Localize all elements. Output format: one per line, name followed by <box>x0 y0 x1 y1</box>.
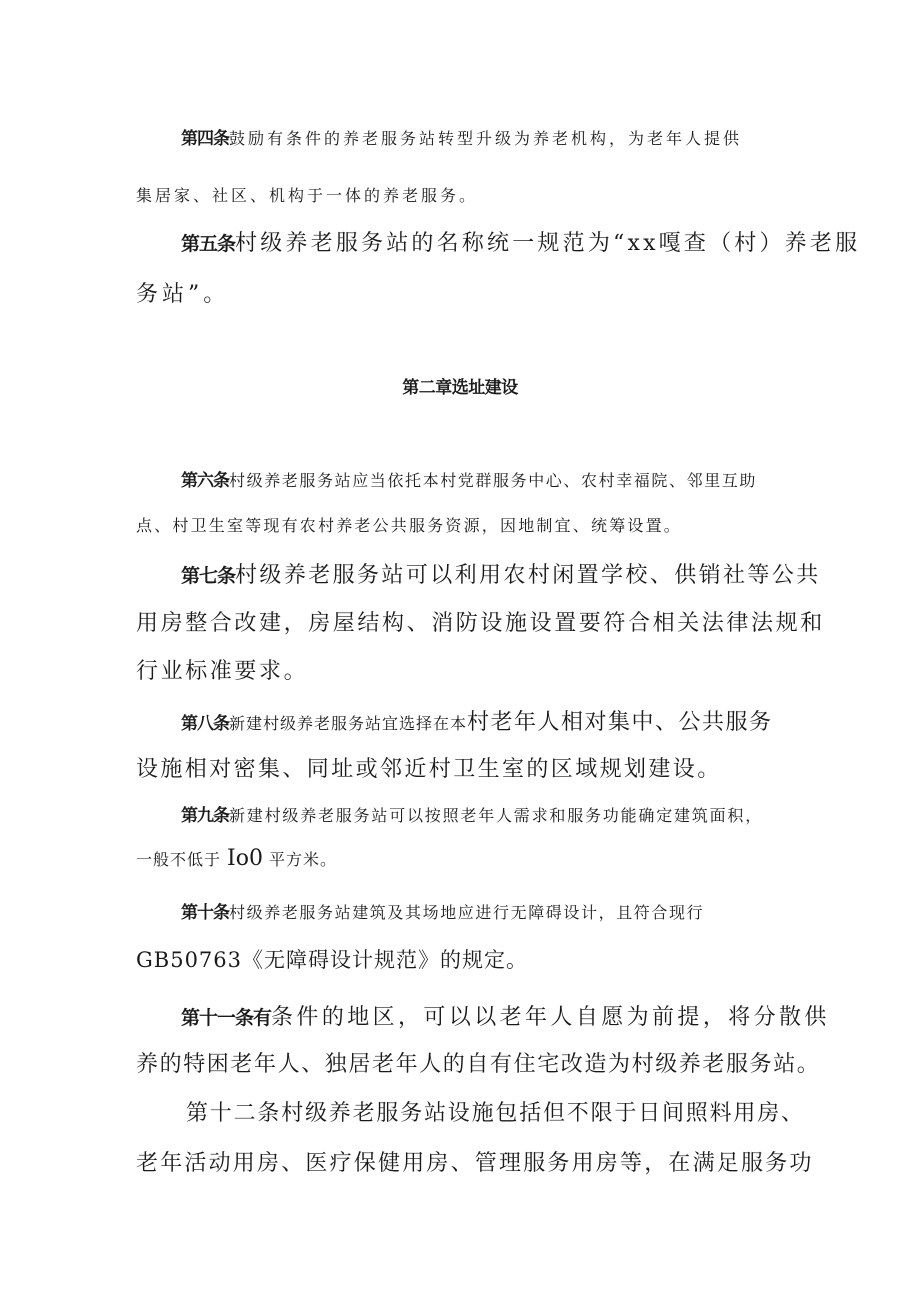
article-5-text: 村级养老服务站的名称统一规范为“xx嘎查（村）养老服 <box>235 231 861 256</box>
article-8-line-2: 设施相对密集、同址或邻近村卫生室的区域规划建设。 <box>136 757 722 782</box>
article-5-line-2: 务站”。 <box>136 282 230 307</box>
article-11-text: 条件的地区，可以以老年人自愿为前提，将分散供 <box>271 1005 830 1030</box>
article-7-line-3: 行业标准要求。 <box>136 659 309 684</box>
article-9-area-value: Io0 <box>227 846 263 871</box>
article-7-line-1 <box>181 558 821 589</box>
article-9-line-2 <box>136 846 337 871</box>
article-10-text: 村级养老服务站建筑及其场地应进行无障碍设计，且符合现行 <box>229 903 705 922</box>
article-4-line-1 <box>181 124 742 149</box>
article-7-line-2: 用房整合改建，房屋结构、消防设施设置要符合相关法律法规和 <box>136 611 825 636</box>
article-10-line-2: GB50763《无障碍设计规范》的规定。 <box>136 948 529 972</box>
article-7-text: 村级养老服务站可以利用农村闲置学校、供销社等公共 <box>235 563 821 588</box>
article-4-heading: 第四条 <box>181 129 229 149</box>
article-5-heading: 第五条 <box>181 233 236 255</box>
article-11-line-2: 养的特困老年人、独居老年人的自有住宅改造为村级养老服务站。 <box>136 1052 821 1077</box>
article-8-text-a: 新建村级养老服务站宜选择在本 <box>229 714 468 733</box>
article-9-text-c: 平方米。 <box>268 850 337 869</box>
article-10-heading: 第十条 <box>181 903 229 923</box>
article-10-line-1 <box>181 898 704 923</box>
article-9-heading: 第九条 <box>181 806 229 826</box>
article-6-heading: 第六条 <box>181 471 229 491</box>
article-5-line-1 <box>181 226 860 257</box>
article-6-line-1 <box>181 466 757 491</box>
article-11-line-1 <box>181 1000 830 1031</box>
article-7-heading: 第七条 <box>181 565 236 587</box>
article-6-text: 村级养老服务站应当依托本村党群服务中心、农村幸福院、邻里互助 <box>229 471 758 490</box>
article-6-line-2: 点、村卫生室等现有农村养老公共服务资源，因地制宜、统筹设置。 <box>136 516 683 535</box>
chapter-title: 第二章选址建设 <box>402 378 518 398</box>
article-4-text: 鼓励有条件的养老服务站转型升级为养老机构，为老年人提供 <box>229 129 743 148</box>
article-9-text-a: 一般不低于 <box>136 850 222 869</box>
article-11-heading: 第十一条有 <box>181 1007 272 1029</box>
article-8-line-1 <box>181 705 773 736</box>
article-8-heading: 第八条 <box>181 714 229 734</box>
article-9-line-1 <box>181 801 763 826</box>
article-12-line-2: 老年活动用房、医疗保健用房、管理服务用房等，在满足服务功 <box>136 1151 814 1176</box>
article-8-text-b: 村老年人相对集中、公共服务 <box>467 710 773 735</box>
article-4-line-2: 集居家、社区、机构于一体的养老服务。 <box>136 186 479 205</box>
article-12-line-1: 第十二条村级养老服务站设施包括但不限于日间照料用房、 <box>186 1101 805 1126</box>
article-9-text: 新建村级养老服务站可以按照老年人需求和服务功能确定建筑面积， <box>229 806 764 825</box>
